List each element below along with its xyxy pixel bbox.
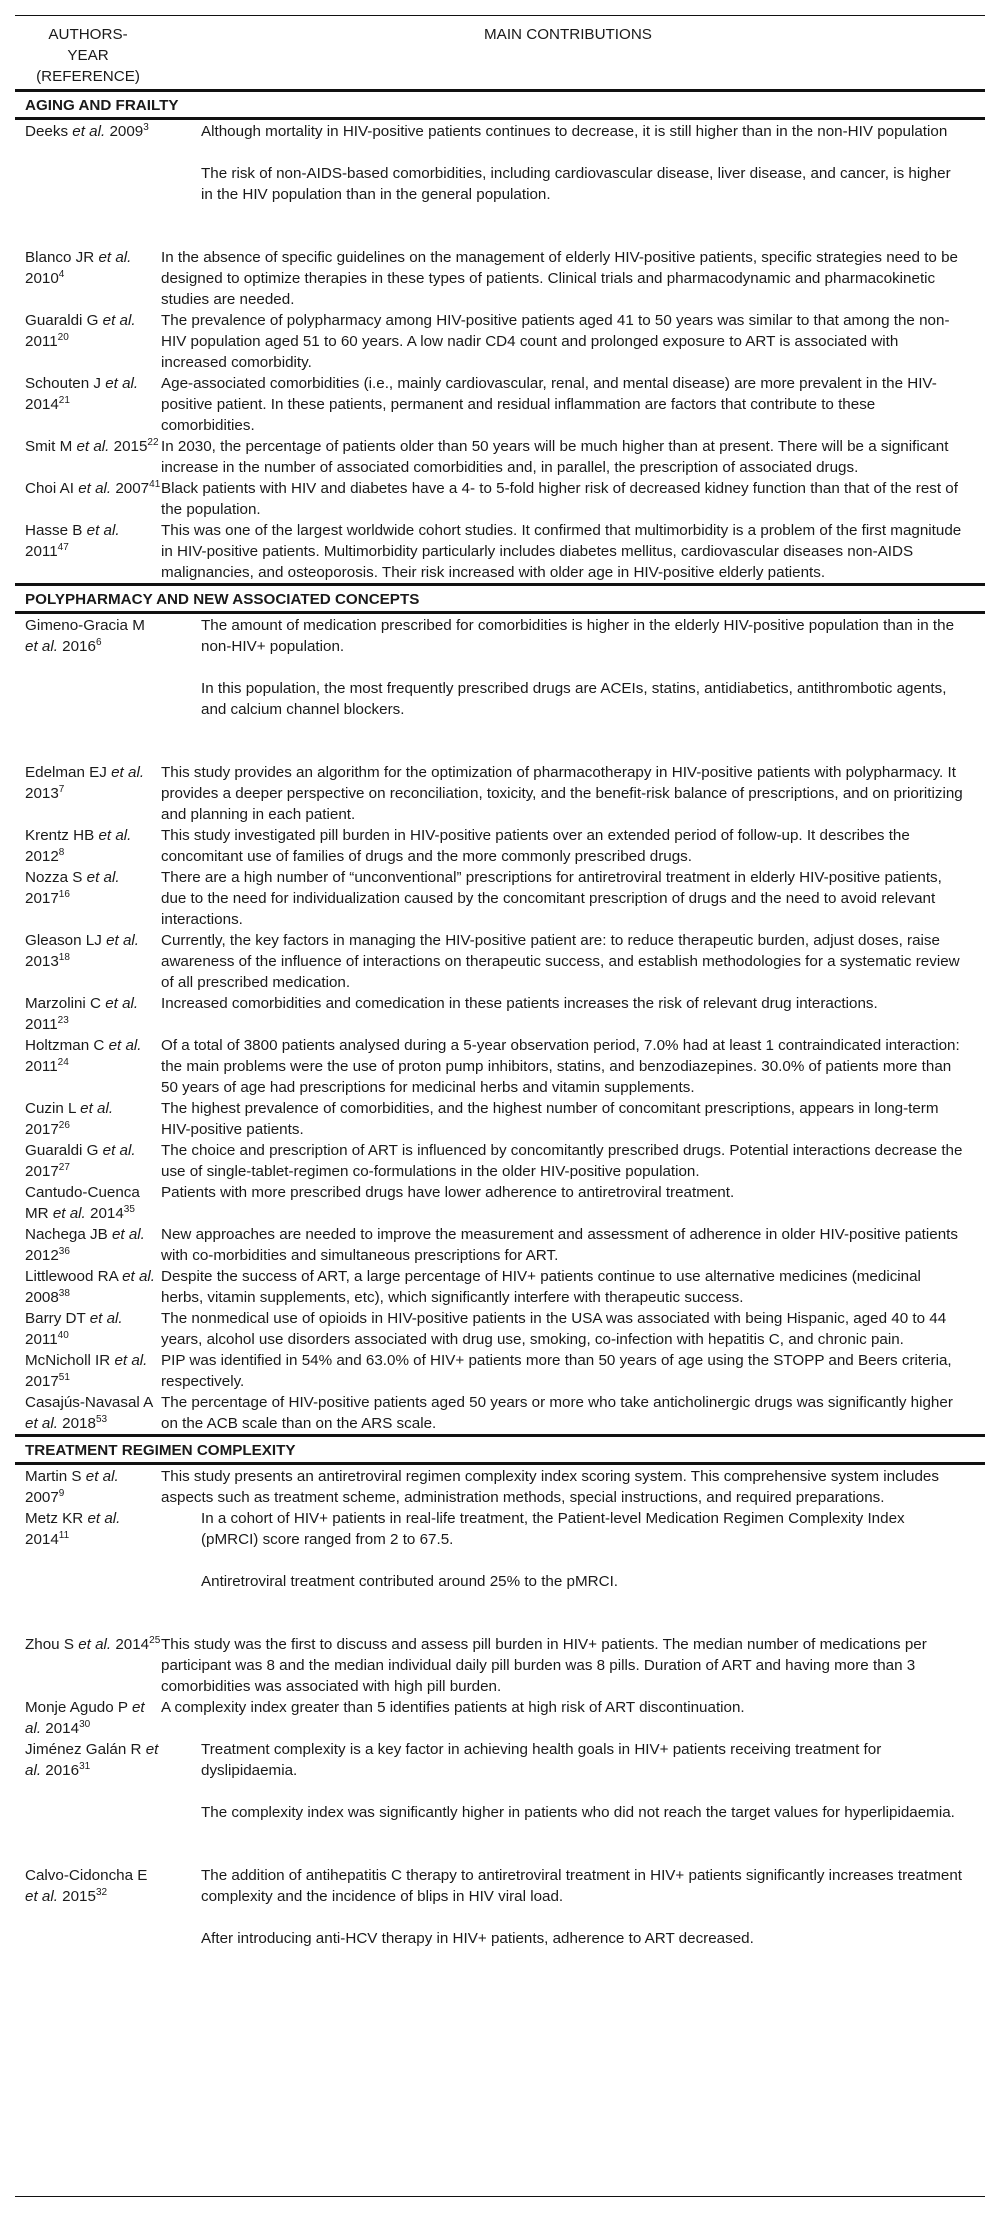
author-name: Gleason LJ [25, 932, 107, 949]
table-row [15, 1350, 985, 1392]
reference-number: 4 [58, 269, 65, 280]
year: 2014 [25, 1531, 59, 1548]
table-row [15, 1865, 985, 1991]
author-name: Deeks [25, 123, 73, 140]
contribution-text: The nonmedical use of opioids in HIV-positive patients in the USA was associated with being Hispanic, aged 40 to 44 years, alcohol use disorders associated with drug use, smoking, co-infection with hepatitis C, and chronic pain. [161, 1310, 947, 1348]
reference-number: 38 [58, 1288, 70, 1299]
author-cell [15, 1865, 161, 1949]
year: 2015 [57, 1888, 96, 1905]
et-al: et al. [78, 1636, 112, 1653]
contribution-cell [161, 121, 985, 205]
author-name: Krentz HB [25, 827, 99, 844]
author-name: Zhou S [25, 1636, 79, 1653]
author-name: Marzolini C [25, 995, 106, 1012]
author-name: Cuzin L [25, 1100, 81, 1117]
contribution-cell [161, 1098, 985, 1140]
table-row [15, 1035, 985, 1098]
author-cell [15, 247, 161, 310]
year: 2011 [25, 1058, 58, 1075]
contribution-text: Increased comorbidities and comedication in these patients increases the risk of relevant drug interactions. [161, 995, 878, 1012]
author-cell [15, 1266, 161, 1308]
reference-number: 21 [58, 395, 70, 406]
contribution-cell [161, 1739, 985, 1823]
author-cell [15, 1739, 161, 1823]
et-al: et al. [76, 438, 110, 455]
contribution-cell [161, 993, 985, 1035]
author-cell [15, 1035, 161, 1098]
et-al: et al. [25, 638, 58, 655]
contribution-text: PIP was identified in 54% and 63.0% of HIV+ patients more than 50 years of age using the STOPP and Beers criteria, respectively. [161, 1352, 952, 1390]
author-name: McNicholl IR [25, 1352, 115, 1369]
table-row [15, 1182, 985, 1224]
table-row [15, 762, 985, 825]
table-row [15, 930, 985, 993]
section-heading: AGING AND FRAILTY [25, 97, 179, 114]
year: 2017 [25, 1163, 59, 1180]
contribution-text: The percentage of HIV-positive patients aged 50 years or more who take anticholinergic drugs was significantly higher on the ACB scale than on the ARS scale. [161, 1394, 953, 1432]
author-cell [15, 1098, 161, 1140]
year: 2017 [25, 1121, 59, 1138]
year: 2014 [85, 1205, 124, 1222]
year: 2014 [111, 1636, 150, 1653]
table-header [15, 16, 985, 89]
contribution-text: In a cohort of HIV+ patients in real-life treatment, the Patient-level Medication Regimen Complexity Index (pMRCI) score ranged from 2 to 67.5. [201, 1510, 905, 1548]
reference-number: 7 [58, 784, 65, 795]
contribution-cell [161, 1140, 985, 1182]
year: 2017 [25, 890, 59, 907]
author-name: Blanco JR [25, 249, 99, 266]
contribution-text: There are a high number of “unconventional” prescriptions for antiretroviral treatment in elderly HIV-positive patients, due to the need for individualization caused by the concomitant prescription of drugs and the need to avoid relevant interactions. [161, 869, 942, 928]
contribution-cell [161, 1308, 985, 1350]
contribution-text: The risk of non-AIDS-based comorbidities, including cardiovascular disease, liver disease, and cancer, is higher in the HIV population than in the general population. [201, 165, 951, 203]
table-row [15, 867, 985, 930]
contribution-text: This study investigated pill burden in HIV-positive patients over an extended period of follow-up. It describes the concomitant use of families of drugs and the more commonly prescribed drugs. [161, 827, 910, 865]
author-name: Nozza S [25, 869, 87, 886]
table-row [15, 1697, 985, 1739]
author-cell [15, 993, 161, 1035]
reference-number: 51 [58, 1372, 70, 1383]
reference-number: 53 [95, 1414, 108, 1425]
reference-number: 36 [58, 1246, 70, 1257]
author-name: Nachega JB [25, 1226, 112, 1243]
reference-number: 31 [79, 1761, 91, 1772]
contribution-text: Despite the success of ART, a large percentage of HIV+ patients continue to use alternative medicines (medicinal herbs, vitamin supplements, etc), which significantly interfere with therapeutic success. [161, 1268, 921, 1306]
author-name: Cantudo-Cuenca MR [25, 1184, 140, 1222]
et-al: et al. [85, 1468, 119, 1485]
table-row [15, 478, 985, 520]
et-al: et al. [52, 1205, 86, 1222]
contribution-text: This study provides an algorithm for the optimization of pharmacotherapy in HIV-positive patients with polypharmacy. It provides a deeper perspective on reconciliation, toxicity, and the benefit-risk balance of prescriptions, and on prioritizing and planning in each patient. [161, 764, 963, 823]
contribution-text: Of a total of 3800 patients analysed during a 5-year observation period, 7.0% had at least 1 contraindicated interaction: the main problems were the use of proton pump inhibitors, statins, and benzodiazepines. 30.0% of patients more than 50 years of age had prescriptions for medicinal herbs and vitamin supplements. [161, 1037, 960, 1096]
contribution-text: The complexity index was significantly higher in patients who did not reach the target values for hyperlipidaemia. [201, 1804, 955, 1821]
table-row [15, 310, 985, 373]
year: 2014 [41, 1720, 80, 1737]
table-row [15, 1140, 985, 1182]
contribution-text: Age-associated comorbidities (i.e., mainly cardiovascular, renal, and mental disease) are more prevalent in the HIV-positive patient. In these patients, permanent and residual inflammation are factors that contribute to these comorbidities. [161, 375, 937, 434]
table-row [15, 614, 985, 762]
contribution-text: The amount of medication prescribed for comorbidities is higher in the elderly HIV-positive population than in the non-HIV+ population. [201, 617, 955, 655]
reference-number: 8 [58, 847, 65, 858]
author-cell [15, 930, 161, 993]
table-row [15, 1392, 985, 1434]
reference-number: 24 [57, 1057, 69, 1068]
table-row [15, 1508, 985, 1634]
reference-number: 47 [57, 542, 69, 553]
author-cell [15, 1350, 161, 1392]
contribution-text: Currently, the key factors in managing the HIV-positive patient are: to reduce therapeutic burden, adjust doses, raise awareness of the influence of interactions on therapeutic success, and establish methodologies for a systematic review of all prescribed medication. [161, 932, 960, 991]
table-row [15, 373, 985, 436]
year: 2016 [57, 638, 96, 655]
author-cell [15, 825, 161, 867]
author-name: Littlewood RA [25, 1268, 123, 1285]
author-cell [15, 1697, 161, 1739]
year: 2012 [25, 848, 59, 865]
author-name: Guaraldi G [25, 312, 103, 329]
reference-number: 25 [149, 1635, 161, 1646]
contribution-text: This study was the first to discuss and assess pill burden in HIV+ patients. The median number of medications per participant was 8 and the median individual daily pill burden was 8 pills. Duration of ART and having more than 3 comorbidities was associated with high pill burden. [161, 1636, 927, 1695]
year: 2016 [41, 1762, 80, 1779]
reference-number: 23 [57, 1015, 69, 1026]
et-al: et al. [89, 1310, 123, 1327]
contribution-cell [161, 1224, 985, 1266]
et-al: et al. [98, 249, 132, 266]
table-row [15, 825, 985, 867]
table-row [15, 436, 985, 478]
header-line: YEAR [67, 47, 109, 64]
et-al: et al. [86, 869, 120, 886]
table-bottom-rule [15, 2196, 985, 2197]
year: 2013 [25, 785, 59, 802]
et-al: et al. [86, 522, 120, 539]
et-al: et al. [98, 827, 132, 844]
author-cell [15, 867, 161, 930]
contribution-text: This was one of the largest worldwide cohort studies. It confirmed that multimorbidity is a problem of the first magnitude in HIV-positive patients. Multimorbidity particularly includes diabetes mellitus, cardiovascular diseases non-AIDS malignancies, and osteoporosis. Their risk increased with older age in HIV-positive elderly patients. [161, 522, 962, 581]
et-al: et al. [25, 1415, 58, 1432]
reference-number: 41 [149, 479, 161, 490]
contribution-cell [161, 1466, 985, 1508]
author-cell [15, 1634, 161, 1697]
contribution-text: Although mortality in HIV-positive patients continues to decrease, it is still higher than in the non-HIV population [201, 123, 948, 140]
author-name: Jiménez Galán R [25, 1741, 146, 1758]
et-al: et al. [25, 1699, 145, 1737]
year: 2011 [25, 543, 58, 560]
contribution-cell [161, 520, 985, 583]
contribution-cell [161, 1697, 985, 1739]
et-al: et al. [111, 764, 145, 781]
reference-number: 11 [58, 1530, 70, 1541]
author-cell [15, 1466, 161, 1508]
contribution-text: In this population, the most frequently prescribed drugs are ACEIs, statins, antidiabetics, antithrombotic agents, and calcium channel blockers. [201, 680, 947, 718]
contribution-cell [161, 1266, 985, 1308]
author-cell [15, 1140, 161, 1182]
reference-number: 35 [123, 1204, 135, 1215]
contribution-text: In the absence of specific guidelines on the management of elderly HIV-positive patients, specific strategies need to be designed to optimize therapies in these types of patients. Clinical trials and pharmacodynamic and pharmacokinetic studies are needed. [161, 249, 958, 308]
contribution-cell [161, 1182, 985, 1224]
table-row [15, 1634, 985, 1697]
author-name: Edelman EJ [25, 764, 112, 781]
table-row [15, 993, 985, 1035]
contribution-cell [161, 762, 985, 825]
reference-number: 30 [79, 1719, 91, 1730]
contribution-text: The choice and prescription of ART is influenced by concomitantly prescribed drugs. Potential interactions decrease the use of single-tablet-regimen co-formulations in the older HIV-positive population. [161, 1142, 963, 1180]
contributions-table [15, 15, 985, 1991]
reference-number: 32 [95, 1887, 108, 1898]
contribution-text: Antiretroviral treatment contributed around 25% to the pMRCI. [201, 1573, 619, 1590]
contribution-text: Black patients with HIV and diabetes have a 4- to 5-fold higher risk of decreased kidney function than that of the rest of the population. [161, 480, 958, 518]
contribution-text: A complexity index greater than 5 identifies patients at high risk of ART discontinuation. [161, 1699, 745, 1716]
contribution-cell [161, 1350, 985, 1392]
table-body [15, 89, 985, 1991]
contribution-text: This study presents an antiretroviral regimen complexity index scoring system. This comprehensive system includes aspects such as treatment scheme, administration methods, special instructions, and required preparations. [161, 1468, 939, 1506]
table-row [15, 1465, 985, 1508]
et-al: et al. [25, 1888, 58, 1905]
author-name: Calvo-Cidoncha E [25, 1867, 148, 1884]
et-al: et al. [78, 480, 112, 497]
et-al: et al. [111, 1226, 145, 1243]
year: 2013 [25, 953, 59, 970]
et-al: et al. [108, 1037, 142, 1054]
author-cell [15, 1224, 161, 1266]
author-name: Gimeno-Gracia M [25, 617, 145, 634]
et-al: et al. [25, 1741, 159, 1779]
year: 2011 [25, 1016, 58, 1033]
year: 2017 [25, 1373, 59, 1390]
author-name: Casajús-Navasal A [25, 1394, 153, 1411]
contribution-cell [161, 478, 985, 520]
et-al: et al. [106, 932, 139, 949]
contribution-text: New approaches are needed to improve the measurement and assessment of adherence in older HIV-positive patients with co-morbidities and simultaneous prescriptions for ART. [161, 1226, 958, 1264]
et-al: et al. [102, 312, 136, 329]
reference-number: 9 [58, 1488, 65, 1499]
section-heading: POLYPHARMACY AND NEW ASSOCIATED CONCEPTS [25, 591, 420, 608]
et-al: et al. [72, 123, 106, 140]
contribution-cell [161, 867, 985, 930]
reference-number: 40 [57, 1330, 69, 1341]
contribution-text: The addition of antihepatitis C therapy to antiretroviral treatment in HIV+ patients significantly increases treatment complexity and the incidence of blips in HIV viral load. [201, 1867, 963, 1905]
header-line: AUTHORS- [48, 26, 128, 43]
table-row [15, 520, 985, 583]
author-cell [15, 1182, 161, 1224]
table-row [15, 1266, 985, 1308]
year: 2011 [25, 333, 58, 350]
author-name: Guaraldi G [25, 1142, 103, 1159]
table-row [15, 1224, 985, 1266]
section-heading: TREATMENT REGIMEN COMPLEXITY [25, 1442, 296, 1459]
year: 2015 [109, 438, 148, 455]
year: 2014 [25, 396, 59, 413]
year: 2012 [25, 1247, 59, 1264]
year: 2008 [25, 1289, 59, 1306]
contribution-cell [161, 247, 985, 310]
header-main-contributions: MAIN CONTRIBUTIONS [484, 26, 652, 43]
contribution-cell [161, 1865, 985, 1949]
header-line: (REFERENCE) [36, 68, 140, 85]
contribution-text: Treatment complexity is a key factor in achieving health goals in HIV+ patients receiving treatment for dyslipidaemia. [201, 1741, 882, 1779]
contribution-cell [161, 1392, 985, 1434]
contribution-cell [161, 1508, 985, 1592]
et-al: et al. [102, 1142, 136, 1159]
contribution-cell [161, 825, 985, 867]
reference-number: 6 [95, 637, 102, 648]
contribution-cell [161, 1035, 985, 1098]
contribution-text: The highest prevalence of comorbidities, and the highest number of concomitant prescriptions, appears in long-term HIV-positive patients. [161, 1100, 939, 1138]
et-al: et al. [80, 1100, 114, 1117]
author-name: Metz KR [25, 1510, 88, 1527]
year: 2018 [57, 1415, 96, 1432]
author-cell [15, 373, 161, 436]
year: 2007 [25, 1489, 59, 1506]
contribution-cell [161, 373, 985, 436]
reference-number: 20 [57, 332, 69, 343]
reference-number: 22 [147, 437, 159, 448]
author-cell [15, 1508, 161, 1592]
contribution-text: In 2030, the percentage of patients older than 50 years will be much higher than at present. There will be a significant increase in the number of associated comorbidities and, in parallel, the prescription of associated drugs. [161, 438, 949, 476]
author-cell [15, 436, 161, 478]
author-cell [15, 615, 161, 720]
reference-number: 3 [143, 122, 149, 133]
author-name: Monje Agudo P [25, 1699, 132, 1716]
table-row [15, 1308, 985, 1350]
author-cell [15, 520, 161, 583]
author-cell [15, 478, 161, 520]
author-cell [15, 121, 161, 205]
et-al: et al. [122, 1268, 156, 1285]
author-cell [15, 762, 161, 825]
et-al: et al. [114, 1352, 148, 1369]
et-al: et al. [105, 375, 139, 392]
author-cell [15, 310, 161, 373]
author-name: Hasse B [25, 522, 87, 539]
reference-number: 16 [58, 889, 70, 900]
table-row [15, 1098, 985, 1140]
reference-number: 26 [58, 1120, 70, 1131]
author-name: Barry DT [25, 1310, 90, 1327]
reference-number: 18 [58, 952, 70, 963]
contribution-cell [161, 1634, 985, 1697]
contribution-cell [161, 930, 985, 993]
author-name: Holtzman C [25, 1037, 109, 1054]
et-al: et al. [105, 995, 139, 1012]
author-name: Schouten J [25, 375, 106, 392]
contribution-text: Patients with more prescribed drugs have lower adherence to antiretroviral treatment. [161, 1184, 735, 1201]
contribution-text: The prevalence of polypharmacy among HIV-positive patients aged 41 to 50 years was similar to that among the non-HIV population aged 51 to 60 years. A low nadir CD4 count and prolonged exposure to ART is associated with increased comorbidity. [161, 312, 950, 371]
reference-number: 27 [58, 1162, 70, 1173]
table-row [15, 247, 985, 310]
author-name: Choi AI [25, 480, 79, 497]
author-name: Smit M [25, 438, 77, 455]
author-name: Martin S [25, 1468, 86, 1485]
year: 2011 [25, 1331, 58, 1348]
author-cell [15, 1308, 161, 1350]
contribution-cell [161, 436, 985, 478]
author-cell [15, 1392, 161, 1434]
et-al: et al. [87, 1510, 121, 1527]
year: 2007 [111, 480, 150, 497]
table-row [15, 1739, 985, 1865]
contribution-text: After introducing anti-HCV therapy in HIV+ patients, adherence to ART decreased. [201, 1930, 754, 1947]
year: 2010 [25, 270, 59, 287]
year: 2009 [105, 123, 144, 140]
contribution-cell [161, 310, 985, 373]
contribution-cell [161, 615, 985, 720]
table-row [15, 120, 985, 247]
header-authors-year-reference [15, 16, 161, 89]
